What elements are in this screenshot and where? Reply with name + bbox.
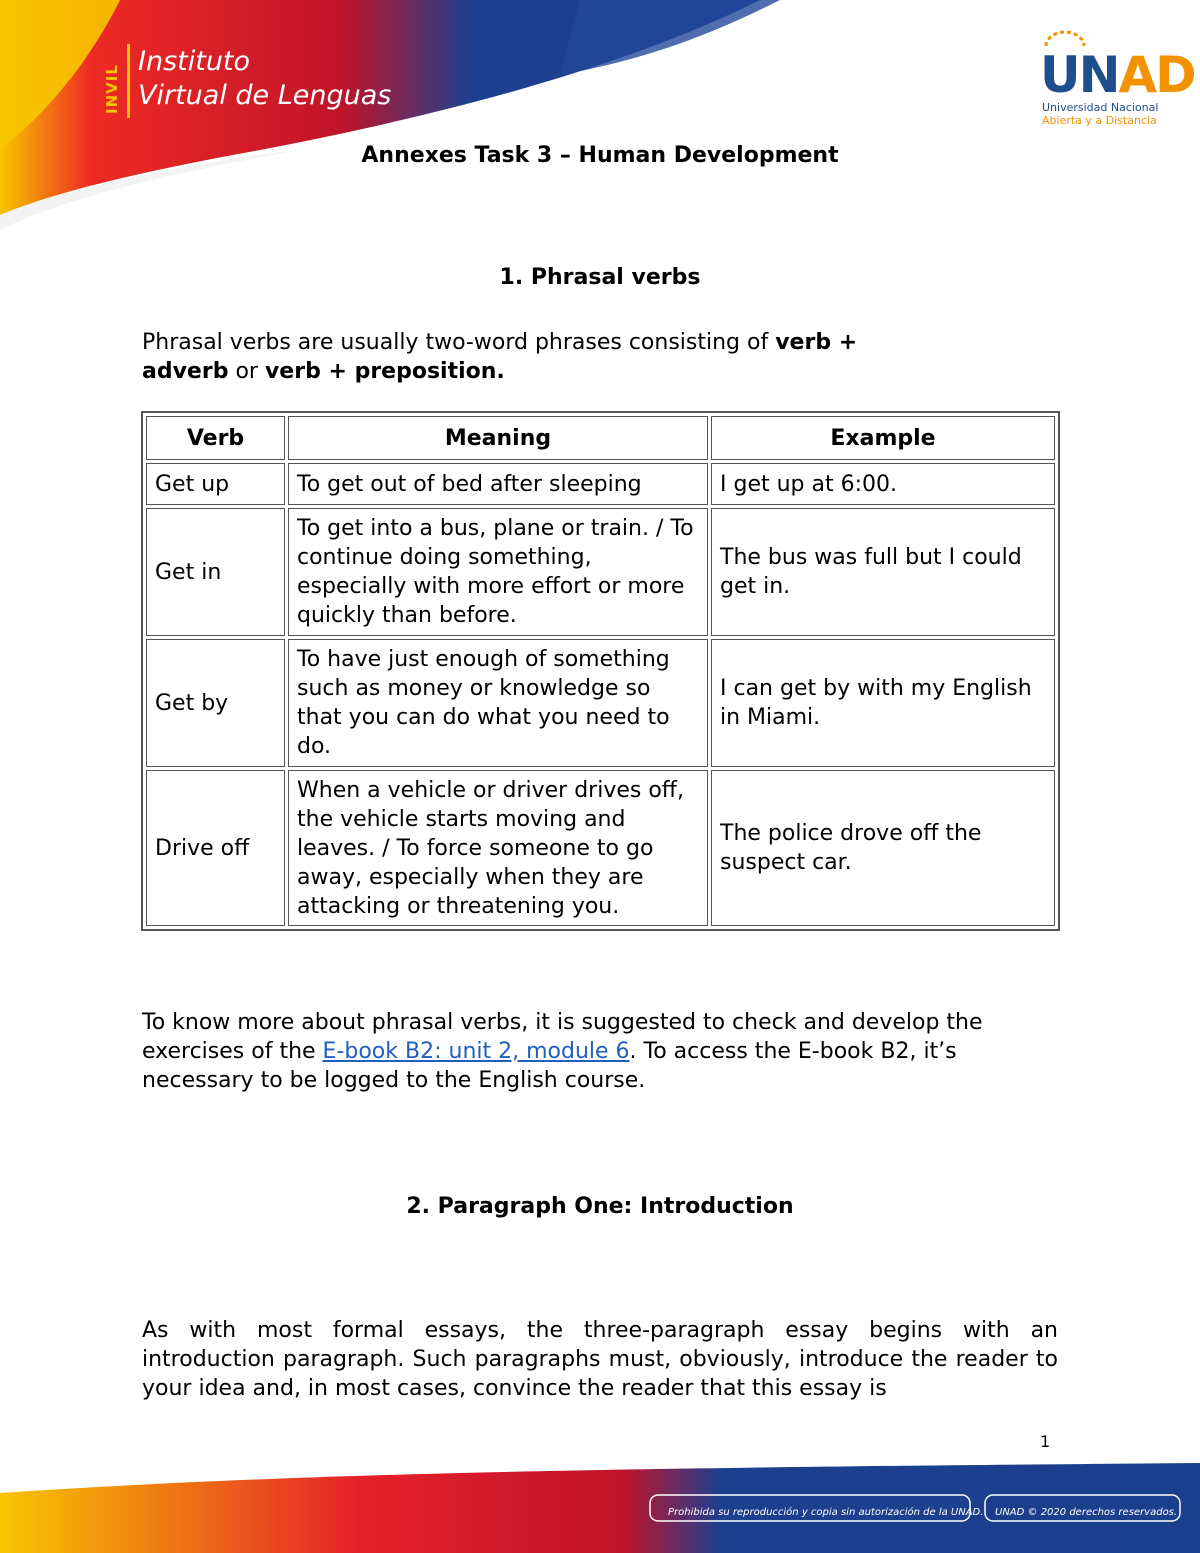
table-header-row: [146, 416, 1055, 460]
cell-meaning: When a vehicle or driver drives off, the vehicle starts moving and leaves. / To force someone to go away, especially when they are attacking or threatening you.: [288, 770, 708, 926]
cell-meaning: To get into a bus, plane or train. / To continue doing something, especially with more effort or more quickly than before.: [288, 508, 708, 636]
cell-meaning: To have just enough of something such as money or knowledge so that you can do what you need to do.: [288, 639, 708, 767]
section1-more-info: [142, 1008, 1058, 1095]
section1-heading: 1. Phrasal verbs: [499, 265, 701, 290]
unad-logo-subtitle2: Abierta y a Distancia: [1042, 114, 1157, 127]
table-row: [146, 508, 1055, 636]
table-row: [146, 770, 1055, 926]
cell-example: I can get by with my English in Miami.: [711, 639, 1055, 767]
cell-example: The police drove off the suspect car.: [711, 770, 1055, 926]
more-text2: . To access the E-book B2, it’s necessary to be logged to the English course.: [142, 1039, 957, 1093]
ivl-logo-line1: Instituto: [138, 46, 251, 77]
cell-example: The bus was full but I could get in.: [711, 508, 1055, 636]
table-row: [146, 639, 1055, 767]
cell-verb: Get up: [146, 463, 285, 505]
intro-bold2: verb + preposition.: [264, 359, 505, 384]
intro-text2: or: [228, 359, 265, 384]
header-verb: Verb: [146, 416, 285, 460]
intro-bold1: verb + adverb: [142, 330, 858, 384]
table-row: [146, 463, 1055, 505]
document-title: Annexes Task 3 – Human Development: [361, 143, 839, 168]
ivl-logo-line2: Virtual de Lenguas: [138, 80, 392, 111]
ivl-divider: [127, 44, 130, 118]
ebook-link[interactable]: E-book B2: unit 2, module 6: [322, 1039, 630, 1064]
section2-paragraph: As with most formal essays, the three-paragraph essay begins with an introduction paragraph. Such paragraphs must, obviously, introduce the reader to your idea and, in most cases, convince the reader that this essay is: [142, 1318, 1058, 1401]
unad-logo-subtitle1: Universidad Nacional: [1042, 101, 1159, 114]
cell-verb: Get by: [146, 639, 285, 767]
footer-rights: UNAD © 2020 derechos reservados.: [995, 1507, 1178, 1518]
intro-text1: Phrasal verbs are usually two-word phrases consisting of: [142, 330, 776, 355]
cell-verb: Drive off: [146, 770, 285, 926]
section1-intro: [142, 328, 942, 386]
cell-verb: Get in: [146, 508, 285, 636]
header-example: Example: [711, 416, 1055, 460]
ivl-vertical-mark: INVIL: [103, 64, 121, 114]
footer-copyright-notice: Prohibida su reproducción y copia sin autorización de la UNAD.: [668, 1507, 984, 1518]
more-text1: To know more about phrasal verbs, it is suggested to check and develop the exercises of the: [142, 1010, 983, 1064]
header-meaning: Meaning: [288, 416, 708, 460]
unad-logo-un: UN: [1040, 46, 1119, 104]
header-banner: [0, 0, 1200, 230]
section2-heading: 2. Paragraph One: Introduction: [406, 1194, 794, 1219]
footer-banner: [0, 1453, 1200, 1553]
unad-logo: [1040, 46, 1195, 104]
unad-logo-ad: AD: [1118, 46, 1195, 104]
cell-meaning: To get out of bed after sleeping: [288, 463, 708, 505]
page-number: 1: [1040, 1432, 1051, 1451]
phrasal-verbs-table: [141, 411, 1060, 931]
cell-example: I get up at 6:00.: [711, 463, 1055, 505]
